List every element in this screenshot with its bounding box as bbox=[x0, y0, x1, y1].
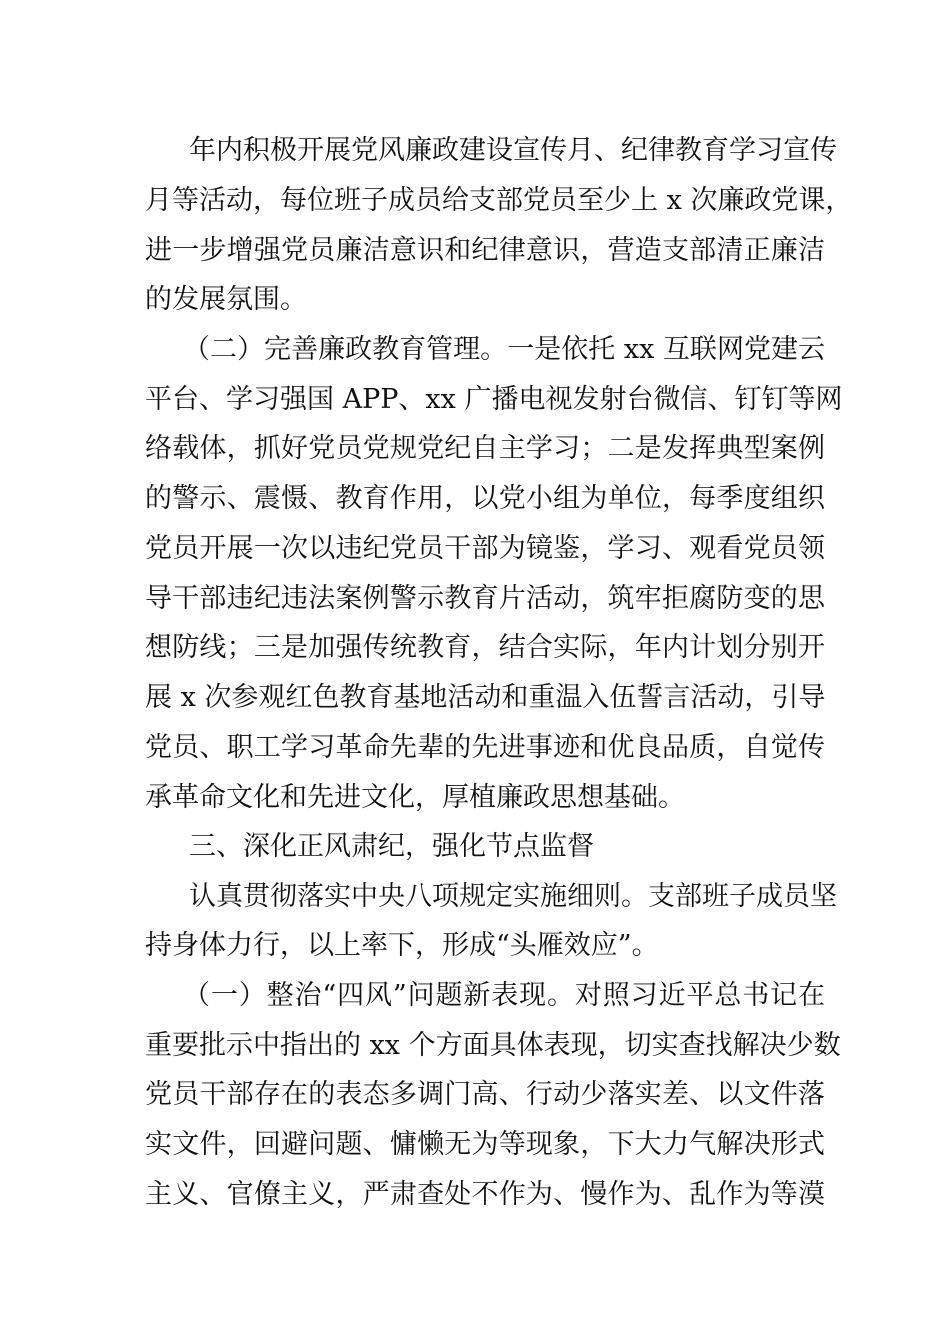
paragraph-4-line-1: （一）整治“四风”问题新表现。对照习近平总书记在 bbox=[183, 980, 825, 1011]
paragraph-3-line-1: 认真贯彻落实中央八项规定实施细则。支部班子成员坚 bbox=[189, 881, 837, 912]
paragraph-2-line-7: 想防线；三是加强传统教育，结合实际，年内计划分别开 bbox=[145, 632, 825, 663]
paragraph-4-line-2: 重要批示中指出的 xx 个方面具体表现，切实查找解决少数 bbox=[145, 1030, 841, 1061]
paragraph-1-line-1: 年内积极开展党风廉政建设宣传月、纪律教育学习宣传 bbox=[189, 135, 837, 166]
paragraph-2-line-3: 络载体，抓好党员党规党纪自主学习；二是发挥典型案例 bbox=[145, 433, 825, 464]
paragraph-1-line-4: 的发展氛围。 bbox=[145, 284, 307, 315]
paragraph-2-line-4: 的警示、震慑、教育作用，以党小组为单位，每季度组织 bbox=[145, 483, 825, 514]
paragraph-2-line-9: 党员、职工学习革命先辈的先进事迹和优良品质，自觉传 bbox=[145, 732, 825, 763]
paragraph-2-line-8: 展 x 次参观红色教育基地活动和重温入伍誓言活动，引导 bbox=[145, 682, 826, 713]
section-heading: 三、深化正风肃纪，强化节点监督 bbox=[189, 831, 594, 862]
paragraph-4-line-4: 实文件，回避问题、慵懒无为等现象，下大力气解决形式 bbox=[145, 1129, 825, 1160]
paragraph-2-line-6: 导干部违纪违法案例警示教育片活动，筑牢拒腐防变的思 bbox=[145, 583, 825, 614]
paragraph-2-line-5: 党员开展一次以违纪党员干部为镜鉴，学习、观看党员领 bbox=[145, 533, 825, 564]
paragraph-1-line-3: 进一步增强党员廉洁意识和纪律意识，营造支部清正廉洁 bbox=[145, 235, 825, 266]
paragraph-1-line-2: 月等活动，每位班子成员给支部党员至少上 x 次廉政党课， bbox=[145, 185, 853, 216]
paragraph-3-line-2: 持身体力行，以上率下，形成“头雁效应”。 bbox=[145, 930, 659, 961]
paragraph-2-line-1: （二）完善廉政教育管理。一是依托 xx 互联网党建云 bbox=[183, 334, 825, 365]
paragraph-2-line-10: 承革命文化和先进文化，厚植廉政思想基础。 bbox=[145, 782, 685, 813]
paragraph-4-line-5: 主义、官僚主义，严肃查处不作为、慢作为、乱作为等漠 bbox=[145, 1179, 825, 1210]
paragraph-4-line-3: 党员干部存在的表态多调门高、行动少落实差、以文件落 bbox=[145, 1079, 825, 1110]
paragraph-2-line-2: 平台、学习强国 APP、xx 广播电视发射台微信、钉钉等网 bbox=[145, 384, 843, 415]
